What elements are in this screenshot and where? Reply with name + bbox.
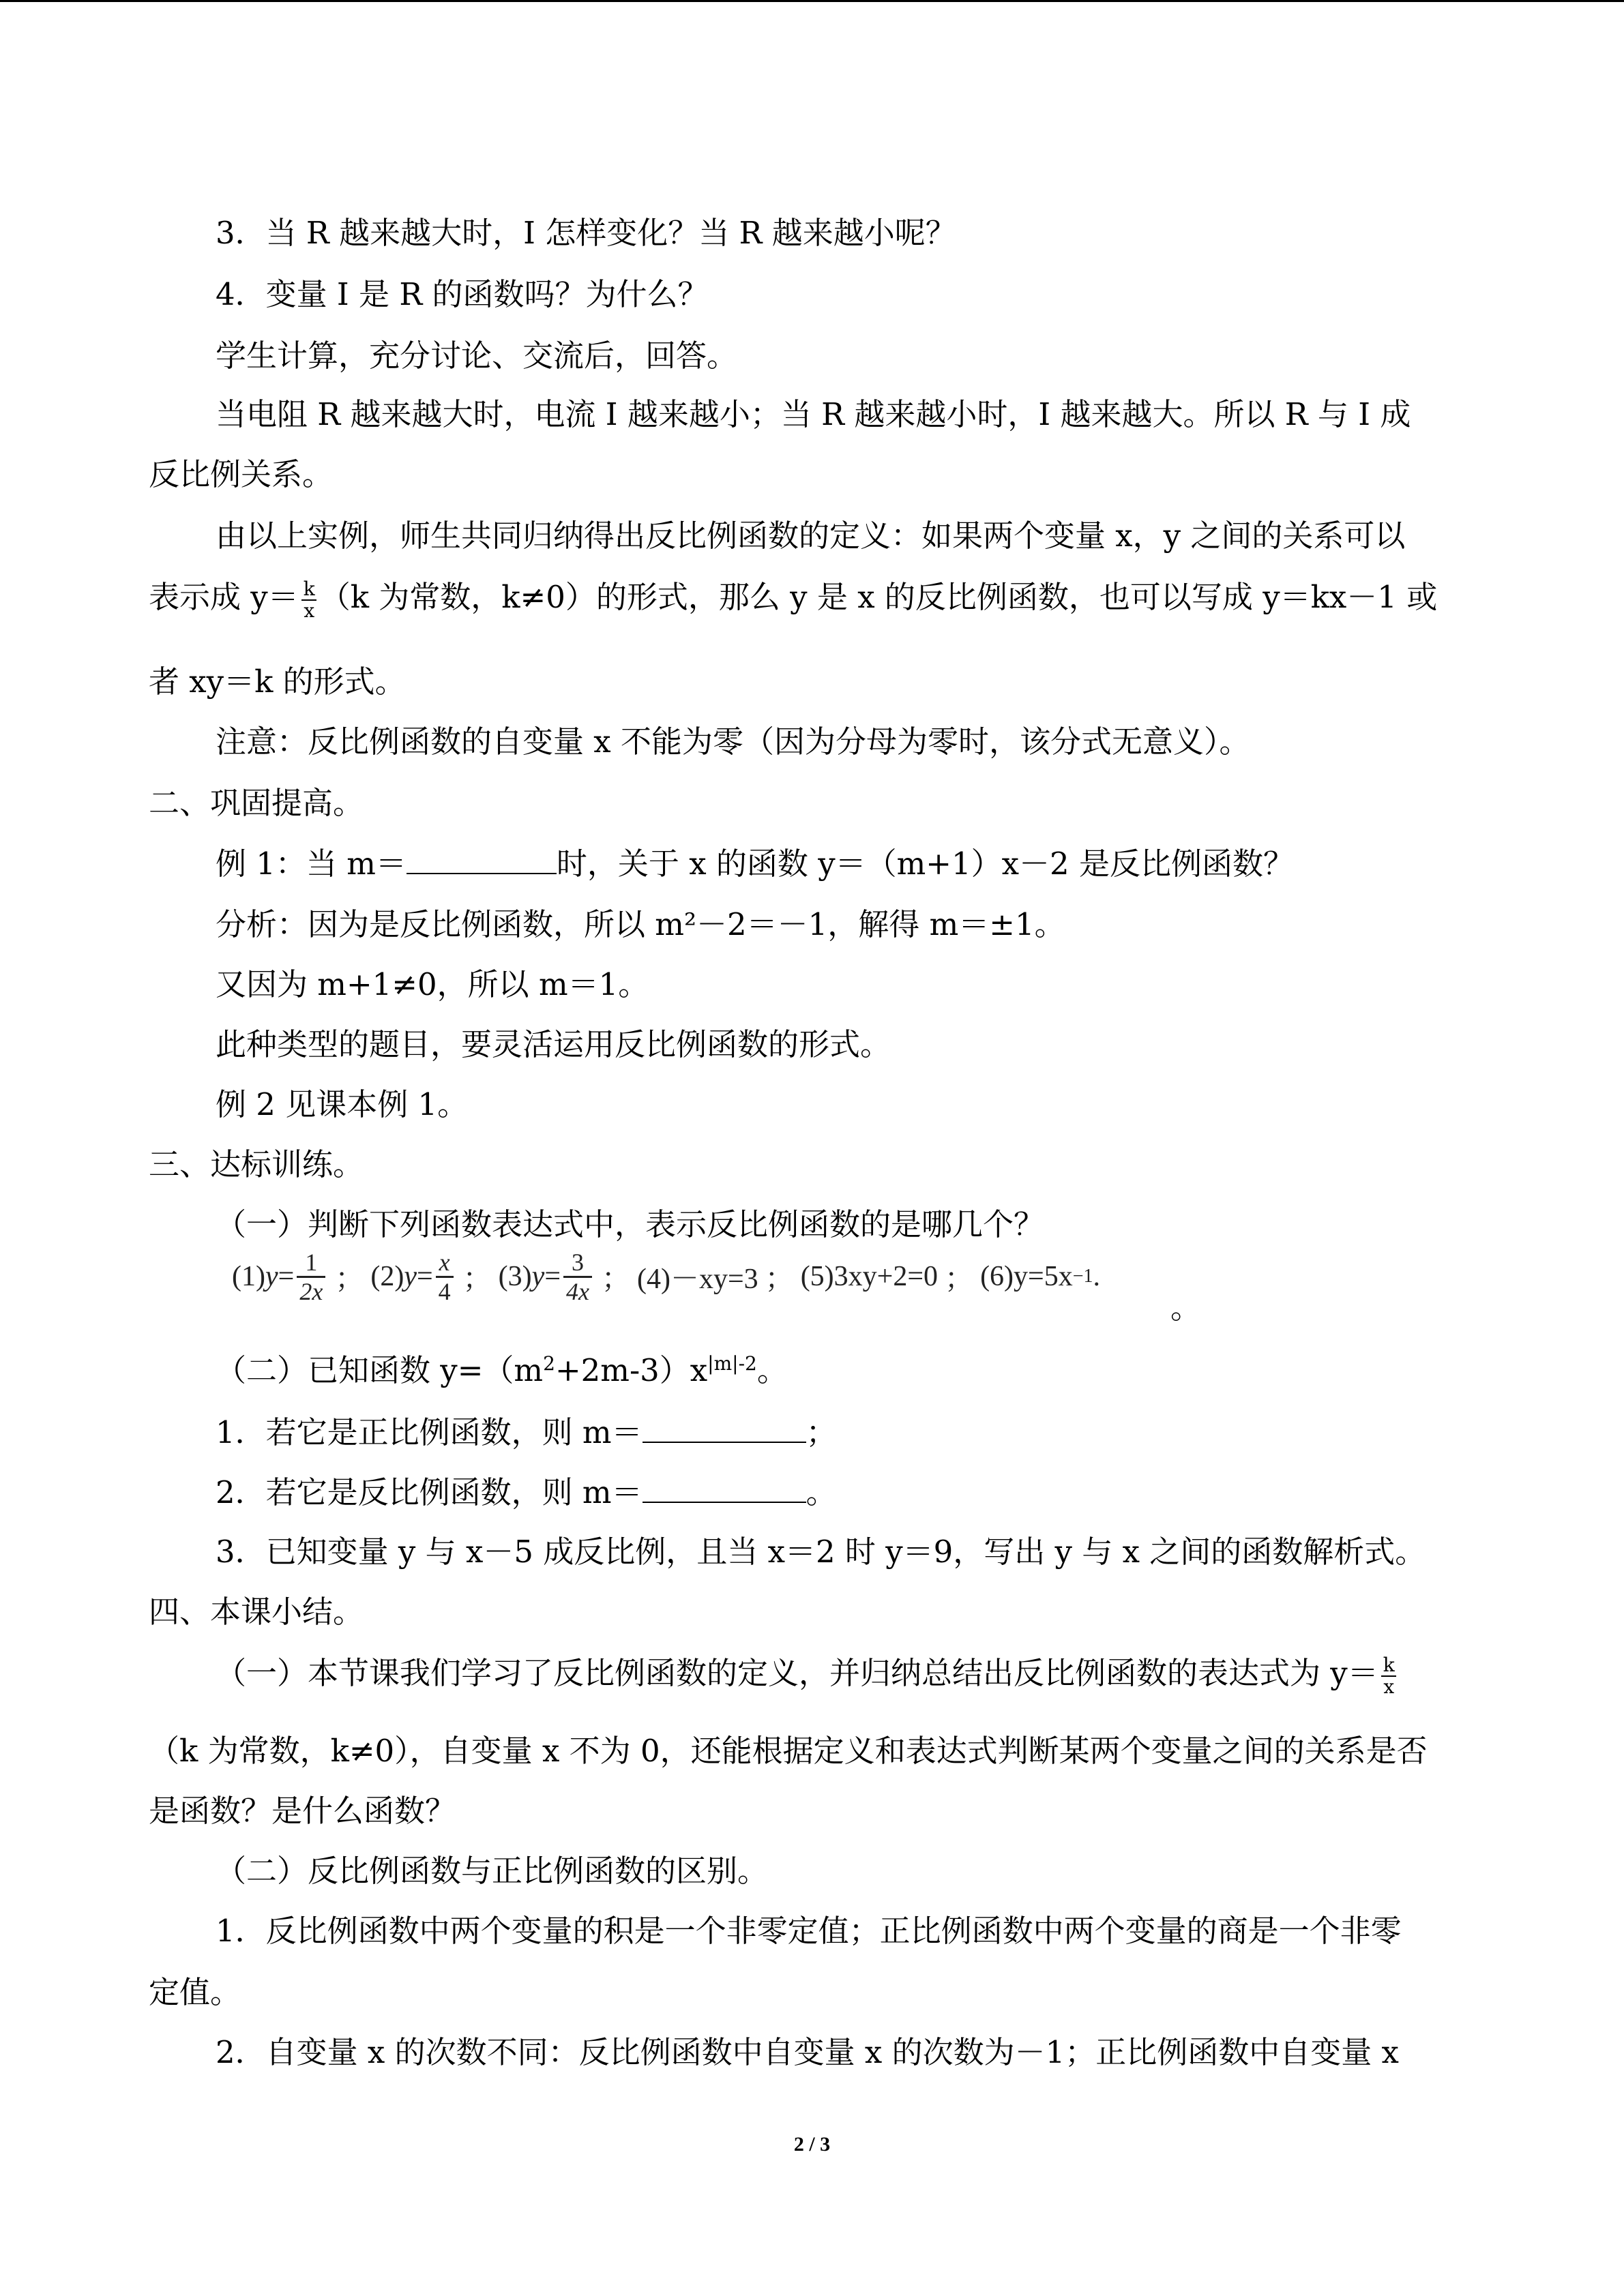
definition-text-a: 表示成 y＝ (149, 579, 299, 615)
summary-1-line-3: 是函数？是什么函数？ (149, 1793, 456, 1829)
formula-trailing-mark: 。 (1170, 1289, 1202, 1326)
definition-line-2 (149, 577, 1624, 621)
exercise-2-prompt (216, 1350, 1624, 1391)
formula-2-den: 4 (436, 1276, 454, 1305)
fraction-k-over-x (1381, 1655, 1397, 1697)
exercise-1-prompt: （一）判断下列函数表达式中，表示反比例函数的是哪几个？ (216, 1206, 1045, 1242)
formula-2-num: x (439, 1248, 450, 1276)
fraction-k-over-x (301, 579, 317, 621)
example-1-line (216, 843, 1624, 884)
exercise-2-q3: 3．已知变量 y 与 x－5 成反比例，且当 x＝2 时 y＝9，写出 y 与 x 之间的函数解析式。 (216, 1534, 1426, 1570)
summary-2-heading: （二）反比例函数与正比例函数的区别。 (216, 1853, 769, 1889)
definition-text-b: （k 为常数，k≠0）的形式，那么 y 是 x 的反比例函数，也可以写成 y＝kx－1 或 (319, 579, 1438, 615)
summary-1-line-1 (216, 1653, 1624, 1697)
conclusion-line: 又因为 m+1≠0，所以 m＝1。 (216, 966, 649, 1002)
summary-2-point-1-line-1: 1．反比例函数中两个变量的积是一个非零定值；正比例函数中两个变量的商是一个非零 (216, 1913, 1402, 1949)
formula-1-den: 2x (297, 1276, 325, 1305)
question-3: 3．当 R 越来越大时，I 怎样变化？当 R 越来越小呢？ (216, 215, 956, 251)
fraction-denominator: x (1381, 1675, 1396, 1697)
fraction-numerator: k (1383, 1653, 1395, 1676)
answer-blank[interactable] (407, 843, 557, 874)
section-heading-4: 四、本课小结。 (149, 1594, 364, 1630)
formula-3-y: y (531, 1261, 545, 1292)
summary-1-line-2: （k 为常数，k≠0），自变量 x 不为 0，还能根据定义和表达式判断某两个变量之间的关系是否 (149, 1733, 1428, 1769)
student-activity: 学生计算，充分讨论、交流后，回答。 (216, 338, 738, 374)
definition-line-3: 者 xy＝k 的形式。 (149, 664, 406, 700)
answer-line-2: 反比例关系。 (149, 456, 334, 492)
formula-sep: ； (335, 1264, 364, 1295)
formula-4: (4)－xy=3 (637, 1264, 758, 1295)
exercise-2-q2-end: 。 (806, 1474, 837, 1510)
function-list-formula: (1) y = $\frac{1}{2x}$ ； (2) y = $\frac{x}{4}$ ； (3) y = $\frac{3}{4x}$ ； (4)－xy=3 ； (5)3xy+2=0 ； (6)y=5x −1 . (232, 1248, 1101, 1305)
analysis-line: 分析：因为是反比例函数，所以 m²－2＝－1，解得 m＝±1。 (216, 906, 1065, 942)
exercise-2-q1 (216, 1412, 1624, 1453)
formula-2-label: (2) (370, 1261, 404, 1292)
exercise-2-q1-text: 1．若它是正比例函数，则 m＝ (216, 1414, 643, 1450)
formula-1-label: (1) (232, 1261, 265, 1292)
formula-3-den: 4x (563, 1276, 592, 1305)
page-top-border (0, 0, 1624, 2)
formula-sep: ； (462, 1264, 492, 1295)
formula-3-eq: = (544, 1261, 561, 1292)
formula-1-fraction (297, 1249, 325, 1305)
note-line: 注意：反比例函数的自变量 x 不能为零（因为分母为零时，该分式无意义）。 (216, 724, 1250, 760)
exercise-2-q2-text: 2．若它是反比例函数，则 m＝ (216, 1474, 643, 1510)
exercise-2-q1-end: ； (806, 1414, 837, 1450)
formula-2-fraction (436, 1249, 454, 1305)
definition-line-1: 由以上实例，师生共同归纳得出反比例函数的定义：如果两个变量 x，y 之间的关系可以 (216, 518, 1406, 554)
fraction-numerator: k (303, 577, 315, 600)
formula-sep: ； (945, 1264, 974, 1295)
exponent-2: 2 (543, 1352, 555, 1375)
question-4: 4．变量 I 是 R 的函数吗？为什么？ (216, 276, 709, 312)
exercise-2-q2 (216, 1472, 1624, 1513)
section-heading-3: 三、达标训练。 (149, 1146, 364, 1182)
exercise-2-text-a: （二）已知函数 y=（m (216, 1352, 544, 1388)
fraction-denominator: x (301, 599, 316, 621)
formula-2-y: y (404, 1261, 417, 1292)
formula-6: (6)y=5x (980, 1261, 1073, 1292)
formula-3-label: (3) (498, 1261, 532, 1292)
summary-1-text: （一）本节课我们学习了反比例函数的定义，并归纳总结出反比例函数的表达式为 y＝ (216, 1655, 1378, 1691)
page-number: 2 / 3 (793, 2133, 831, 2156)
formula-sep: ； (765, 1264, 794, 1295)
formula-1-num: 1 (305, 1248, 318, 1276)
exercise-2-text-b: +2m-3）x (555, 1352, 708, 1388)
tip-line: 此种类型的题目，要灵活运用反比例函数的形式。 (216, 1026, 891, 1062)
formula-2-eq: = (416, 1261, 433, 1292)
formula-1-eq: = (278, 1261, 295, 1292)
summary-2-point-1-line-2: 定值。 (149, 1974, 241, 2010)
formula-sep: ； (601, 1264, 630, 1295)
formula-3-fraction (563, 1249, 592, 1305)
example-1-text-b: 时，关于 x 的函数 y＝（m+1）x－2 是反比例函数？ (556, 846, 1294, 882)
formula-1-y: y (265, 1261, 278, 1292)
answer-blank[interactable] (643, 1472, 806, 1503)
formula-end: . (1093, 1261, 1101, 1292)
formula-5: (5)3xy+2=0 (800, 1261, 939, 1292)
exercise-2-text-c: 。 (756, 1352, 788, 1388)
formula-3-num: 3 (571, 1248, 584, 1276)
example-1-text-a: 例 1：当 m＝ (216, 846, 407, 882)
exponent-abs-m: |m|-2 (707, 1352, 757, 1375)
example-2-line: 例 2 见课本例 1。 (216, 1086, 469, 1122)
answer-blank[interactable] (643, 1412, 806, 1443)
summary-2-point-2: 2．自变量 x 的次数不同：反比例函数中自变量 x 的次数为－1；正比例函数中自变量 x (216, 2034, 1399, 2070)
section-heading-2: 二、巩固提高。 (149, 785, 364, 821)
answer-line-1: 当电阻 R 越来越大时，电流 I 越来越小；当 R 越来越小时，I 越来越大。所以 R 与 I 成 (216, 396, 1411, 432)
